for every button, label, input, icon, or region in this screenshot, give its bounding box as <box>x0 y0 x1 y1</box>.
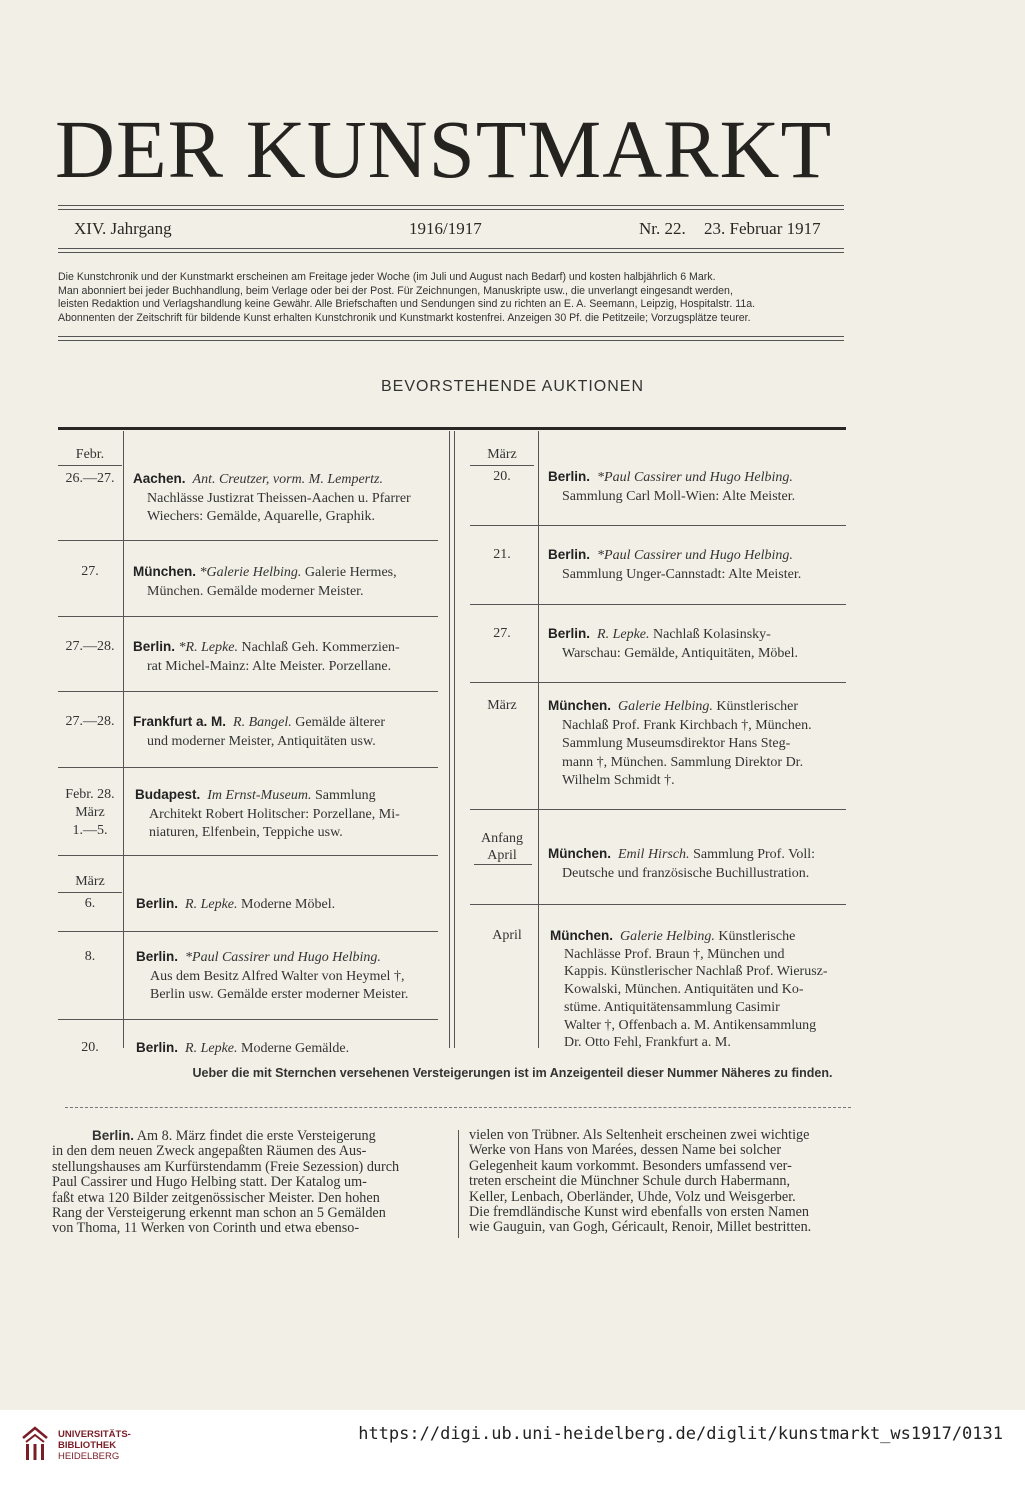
auction-detail: Architekt Robert Holitscher: Porzellane, Mi- <box>149 806 400 822</box>
month-febr: Febr. <box>75 447 105 462</box>
auction-city: München. <box>548 846 611 861</box>
auction-date: März <box>487 698 517 713</box>
auction-house: *R. Lepke. <box>178 640 238 655</box>
auction-date: 27.—28. <box>65 639 115 654</box>
footer-bar <box>0 1410 1025 1488</box>
auction-date: 6. <box>84 896 96 911</box>
auction-detail: rat Michel-Mainz: Alte Meister. Porzellane. <box>147 658 392 674</box>
auction-date: 8. <box>84 949 96 964</box>
table-top-rule <box>58 427 846 430</box>
auction-detail: Moderne Möbel. <box>237 897 336 912</box>
auction-date: 20. <box>81 1040 99 1055</box>
auction-detail: niaturen, Elfenbein, Teppiche usw. <box>149 825 343 840</box>
article-rule <box>65 1107 851 1108</box>
article-line: wie Gauguin, van Gogh, Géricault, Renoir, Millet bestritten. <box>469 1219 812 1236</box>
auction-city: Berlin. <box>548 469 591 484</box>
auction-entry <box>548 625 850 663</box>
auction-detail: Gemälde älterer <box>291 715 386 730</box>
auction-house: Galerie Helbing. <box>618 699 713 714</box>
auction-entry <box>133 713 438 751</box>
auction-city: München. <box>133 564 196 579</box>
auction-date: 27. <box>81 564 99 579</box>
month-underline <box>474 864 532 865</box>
auction-date: April <box>492 928 522 943</box>
auction-date-line: März <box>75 805 105 820</box>
library-logo-icon <box>20 1424 50 1464</box>
auction-detail: Nachlaß Prof. Frank Kirchbach †, München. <box>562 717 812 733</box>
auction-detail: Sammlung Museumsdirektor Hans Steg- <box>562 736 791 751</box>
auction-date <box>470 830 534 864</box>
auction-house: R. Bangel. <box>233 715 292 730</box>
left-date-divider <box>123 431 124 1048</box>
auction-entry <box>133 563 438 601</box>
auction-city: Aachen. <box>133 471 186 486</box>
section-title: BEVORSTEHENDE AUKTIONEN <box>380 378 645 395</box>
auction-entry <box>550 927 850 1052</box>
issue-date: 23. Februar 1917 <box>704 219 821 238</box>
auction-date <box>58 786 122 840</box>
row-rule <box>470 604 846 605</box>
article-line: Keller, Lenbach, Oberländer, Uhde, Volz und Weisgerber. <box>469 1188 796 1205</box>
month-maerz: März <box>75 874 105 889</box>
article-line-text: Am 8. März findet die erste Versteigerung <box>134 1128 376 1144</box>
row-rule <box>470 809 846 810</box>
auction-city: Budapest. <box>135 787 201 802</box>
auction-detail: Nachlaß Geh. Kommerzien- <box>238 640 400 655</box>
article-line: stellungshauses am Kurfürstendamm (Freie Sezession) durch <box>52 1158 400 1175</box>
article-line: von Thoma, 11 Werken von Corinth und etwa ebenso- <box>52 1220 360 1237</box>
article-divider <box>458 1130 459 1238</box>
article-line: in den dem neuen Zweck angepaßten Räumen des Aus- <box>52 1143 367 1160</box>
auction-house: *Galerie Helbing. <box>199 565 302 580</box>
article-lead: Berlin. <box>92 1128 135 1143</box>
table-footnote: Ueber die mit Sternchen versehenen Versteigerungen ist im Anzeigenteil dieser Nummer Näheres zu finden. <box>192 1066 833 1080</box>
notice-line: leisten Redaktion und Verlagshandlung keine Gewähr. Alle Briefschaften und Sendungen sind zu richten an E. A. Seemann, Leipzig, Hospitalstr. 11a. <box>58 298 756 310</box>
auction-detail: stüme. Antiquitätensammlung Casimir <box>564 999 780 1015</box>
auction-detail: Sammlung Unger-Cannstadt: Alte Meister. <box>562 566 802 582</box>
library-name-line: HEIDELBERG <box>58 1451 120 1462</box>
row-rule <box>470 904 846 905</box>
auction-detail: Nachlaß Kolasinsky- <box>649 627 771 642</box>
row-rule <box>58 540 438 541</box>
month-maerz: März <box>487 447 517 462</box>
auction-entry <box>133 638 438 676</box>
auction-city: Berlin. <box>136 949 179 964</box>
masthead-rule <box>58 205 844 206</box>
auction-date: 27. <box>493 626 511 641</box>
article-line: Werke von Hans von Marées, dessen Name bei solcher <box>469 1142 782 1159</box>
auction-detail: Nachlässe Justizrat Theissen-Aachen u. Pfarrer <box>147 490 411 506</box>
library-name-line: UNIVERSITÄTS- <box>58 1429 131 1440</box>
notice-line: Man abonniert bei jeder Buchhandlung, beim Verlage oder bei der Post. Für Zeichnungen, Manuskripte usw., die unverlangt eingesandt werden, <box>58 284 733 297</box>
month-underline <box>58 465 122 466</box>
article-line: Paul Cassirer und Hugo Helbing statt. Der Katalog um- <box>52 1174 367 1191</box>
auction-city: München. <box>548 698 611 713</box>
auction-detail: München. Gemälde moderner Meister. <box>147 583 364 599</box>
row-rule <box>470 682 846 683</box>
auction-city: Berlin. <box>136 896 179 911</box>
article-line: Gelegenheit kaum vorkommt. Besonders umfassend ver- <box>469 1157 792 1174</box>
auction-entry <box>136 948 438 1005</box>
article-line: vielen von Trübner. Als Seltenheit erscheinen zwei wichtige <box>469 1127 810 1143</box>
article-line: faßt etwa 120 Bilder zeitgenössischer Meister. Den hohen <box>52 1189 380 1206</box>
auction-entry <box>548 546 850 584</box>
row-rule <box>58 691 438 692</box>
article-line: treten erscheint die Münchner Schule durch Habermann, <box>469 1173 791 1190</box>
issue-years: 1916/1917 <box>409 219 482 238</box>
auction-house: Galerie Helbing. <box>620 929 715 944</box>
auction-detail: Kowalski, München. Antiquitäten und Ko- <box>564 982 804 998</box>
auction-date: 26.—27. <box>65 471 115 486</box>
row-rule <box>58 855 438 856</box>
auction-detail: Warschau: Gemälde, Antiquitäten, Möbel. <box>562 645 799 661</box>
article-line <box>52 1128 446 1144</box>
auction-detail: Moderne Gemälde. <box>237 1041 350 1056</box>
auction-detail: Sammlung Prof. Voll: <box>689 847 816 862</box>
issue-volume: XIV. Jahrgang <box>74 219 172 238</box>
auction-house: R. Lepke. <box>597 627 650 642</box>
auction-city: Berlin. <box>133 639 176 654</box>
auction-house: Emil Hirsch. <box>618 847 690 862</box>
auction-entry <box>135 786 438 843</box>
auction-date-line: Anfang <box>481 831 523 846</box>
auction-detail: Deutsche und französische Buchillustration. <box>562 865 810 881</box>
auction-city: Berlin. <box>136 1040 179 1055</box>
auction-entry <box>548 468 850 506</box>
auction-city: Berlin. <box>548 547 591 562</box>
auction-city: München. <box>550 928 613 943</box>
auction-entry <box>548 697 850 791</box>
auction-house: Im Ernst-Museum. <box>207 788 312 803</box>
right-date-divider <box>538 431 539 1048</box>
auction-date-line: Febr. 28. <box>65 787 115 802</box>
library-name <box>58 1429 131 1462</box>
month-underline <box>470 465 534 466</box>
auction-detail: Galerie Hermes, <box>301 565 397 580</box>
source-url-link[interactable]: https://digi.ub.uni-heidelberg.de/diglit/kunstmarkt_ws1917/0131 <box>358 1424 1003 1444</box>
article-column-left <box>52 1128 446 1237</box>
row-rule <box>58 767 438 768</box>
auction-date-line: 1.—5. <box>72 823 108 838</box>
auction-detail: Wiechers: Gemälde, Aquarelle, Graphik. <box>147 509 376 524</box>
auction-detail: mann †, München. Sammlung Direktor Dr. <box>562 754 804 770</box>
issue-rule <box>58 248 844 249</box>
row-rule <box>58 616 438 617</box>
auction-detail: Kappis. Künstlerischer Nachlaß Prof. Wierusz- <box>564 964 828 980</box>
auction-detail: Sammlung Carl Moll-Wien: Alte Meister. <box>562 488 796 504</box>
auction-detail: Berlin usw. Gemälde erster moderner Meister. <box>150 987 409 1002</box>
center-divider <box>449 431 450 1048</box>
month-underline <box>58 892 122 893</box>
auction-house: *Paul Cassirer und Hugo Helbing. <box>597 470 793 485</box>
auction-house: R. Lepke. <box>185 1041 238 1056</box>
auction-house: R. Lepke. <box>185 897 238 912</box>
subscription-notice <box>58 271 843 325</box>
auction-detail: Künstlerischer <box>712 699 799 714</box>
auction-detail: Wilhelm Schmidt †. <box>562 773 675 788</box>
library-name-line: BIBLIOTHEK <box>58 1440 117 1451</box>
notice-line: Die Kunstchronik und der Kunstmarkt erscheinen am Freitage jeder Woche (im Juli und August nach Bedarf) und kosten halbjährlich 6 Mark. <box>58 271 716 283</box>
masthead-rule-2 <box>58 209 844 210</box>
row-rule <box>58 931 438 932</box>
auction-entry <box>136 895 438 915</box>
notice-line: Abonnenten der Zeitschrift für bildende Kunst erhalten Kunstchronik und Kunstmarkt kostenfrei. Anzeigen 30 Pf. die Petitzeile; Vorzugsplätze teurer. <box>58 311 751 324</box>
auction-house: Ant. Creutzer, vorm. M. Lempertz. <box>192 472 383 487</box>
auction-date-line: April <box>487 848 517 863</box>
auction-entry <box>548 845 850 883</box>
notice-rule <box>58 336 844 337</box>
auction-detail: und moderner Meister, Antiquitäten usw. <box>147 733 376 749</box>
auction-city: Berlin. <box>548 626 591 641</box>
auction-house: *Paul Cassirer und Hugo Helbing. <box>185 950 381 965</box>
auction-house: *Paul Cassirer und Hugo Helbing. <box>597 548 793 563</box>
row-rule <box>470 525 846 526</box>
auction-date: 27.—28. <box>65 714 115 729</box>
auction-date: 21. <box>493 547 511 562</box>
article-column-right <box>469 1128 853 1236</box>
issue-number: Nr. 22. <box>639 219 686 238</box>
auction-detail: Dr. Otto Fehl, Frankfurt a. M. <box>564 1035 731 1051</box>
article-line: Die fremdländische Kunst wird ebenfalls von ersten Namen <box>469 1204 810 1221</box>
article-line: Rang der Versteigerung erkennt man schon an 5 Gemälden <box>52 1205 386 1222</box>
auction-entry <box>136 1039 438 1059</box>
auction-detail: Nachlässe Prof. Braun †, München und <box>564 946 785 962</box>
masthead-title: DER KUNSTMARKT <box>55 103 833 195</box>
auction-entry <box>133 470 438 527</box>
auction-detail: Künstlerische <box>714 929 796 944</box>
notice-rule-2 <box>58 340 844 341</box>
auction-city: Frankfurt a. M. <box>133 714 227 729</box>
auction-detail: Walter †, Offenbach a. M. Antikensammlung <box>564 1017 817 1033</box>
row-rule <box>58 1019 438 1020</box>
issue-rule-2 <box>58 252 844 253</box>
center-divider-2 <box>454 431 455 1048</box>
auction-date: 20. <box>493 469 511 484</box>
auction-detail: Sammlung <box>311 788 376 803</box>
auction-detail: Aus dem Besitz Alfred Walter von Heymel †, <box>150 968 405 984</box>
